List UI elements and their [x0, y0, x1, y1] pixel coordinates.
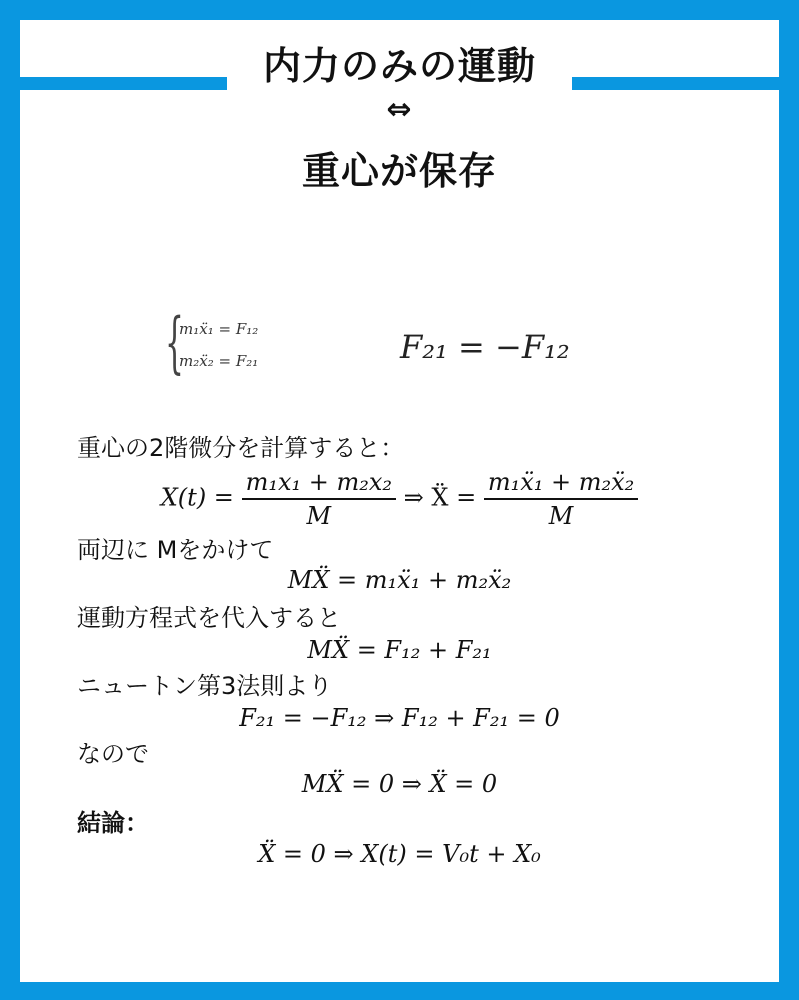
step2-equation: MẌ = m₁ẍ₁ + m₂ẍ₂ [287, 566, 512, 594]
title-line-1: 内力のみの運動 [262, 44, 536, 88]
conclusion-label-text: 結論： [77, 809, 149, 837]
conclusion-equation: Ẍ = 0 ⇒ X(t) = V₀t + X₀ [258, 840, 541, 868]
step2-text: 両辺に Mをかけて [77, 536, 274, 564]
equivalence-symbol: ⇔ [386, 92, 413, 127]
system-equation-1: m₁ẍ₁ = F₁₂ [179, 320, 259, 338]
brace-icon: { [165, 304, 184, 381]
step3-equation: MẌ = F₁₂ + F₂₁ [307, 636, 492, 664]
conclusion-label [77, 803, 149, 838]
title-line-2: 重心が保存 [301, 149, 497, 193]
step1-eq-lhs: X(t) = [160, 483, 234, 512]
system-equation-2: m₂ẍ₂ = F₂₁ [179, 352, 259, 370]
step5-text: なので [77, 740, 149, 768]
step4-equation: F₂₁ = −F₁₂ ⇒ F₁₂ + F₂₁ = 0 [239, 704, 560, 732]
newton-third-law-equation: F₂₁ = −F₁₂ [400, 328, 570, 366]
step1-text: 重心の2階微分を計算すると： [77, 434, 405, 462]
step1-fraction-1 [242, 466, 396, 532]
step1-eq-mid: ⇒ Ẍ = [403, 483, 477, 512]
step3-text: 運動方程式を代入すると [77, 604, 341, 632]
step1-frac2-num: m₁ẍ₁ + m₂ẍ₂ [484, 466, 638, 500]
step1-frac2-den: M [548, 502, 574, 530]
step1-frac1-num: m₁x₁ + m₂x₂ [242, 466, 396, 500]
step4-text: ニュートン第3法則より [77, 672, 333, 700]
step1-frac1-den: M [306, 502, 332, 530]
step5-equation: MẌ = 0 ⇒ Ẍ = 0 [301, 770, 498, 798]
step1-equation [0, 466, 799, 532]
step1-fraction-2 [484, 466, 638, 532]
